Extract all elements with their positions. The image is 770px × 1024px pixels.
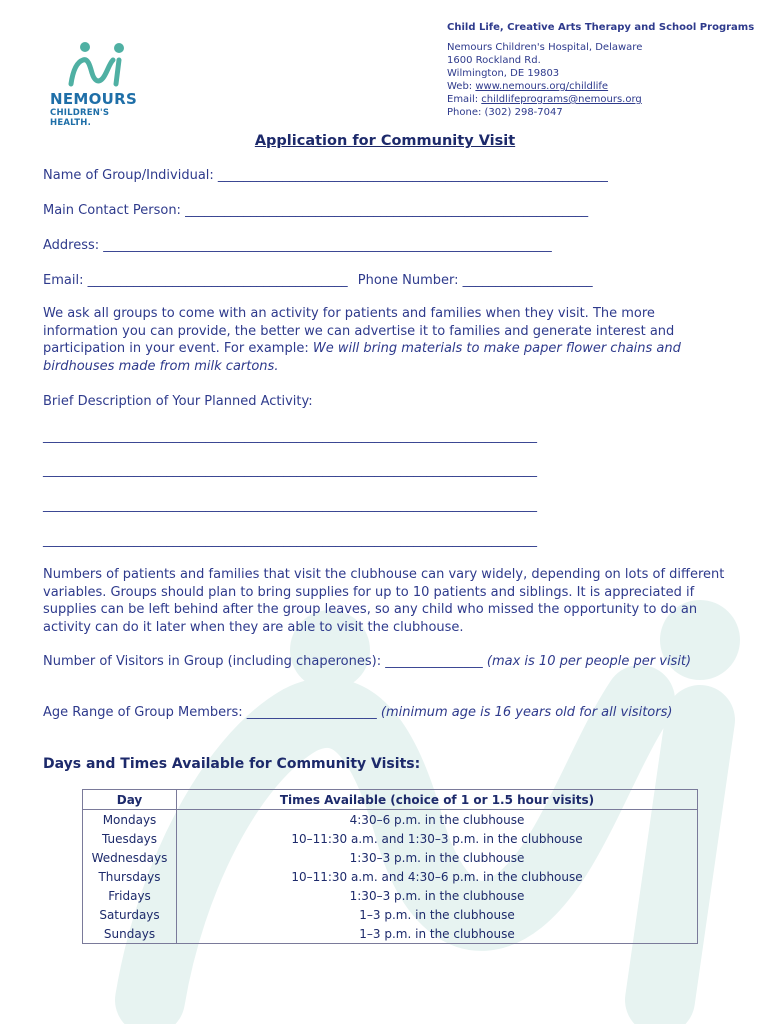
email-label: Email:: [447, 94, 482, 105]
table-row: [83, 829, 698, 848]
email-field[interactable]: Email: ________________________________________: [43, 273, 348, 288]
address-field[interactable]: Address: _____________________________________________________________________: [43, 238, 552, 253]
nemours-logo: [50, 40, 150, 128]
visitors-note: (max is 10 per people per visit): [486, 654, 692, 669]
page-title: Application for Community Visit: [254, 133, 516, 149]
time-cell: 10–11:30 a.m. and 1:30–3 p.m. in the clubhouse: [177, 829, 698, 848]
time-cell: 4:30–6 p.m. in the clubhouse: [177, 810, 698, 830]
hospital-name: Nemours Children's Hospital, Delaware: [447, 42, 643, 53]
column-header-times: Times Available (choice of 1 or 1.5 hour visits): [177, 790, 698, 810]
email-phone-row: [43, 272, 593, 289]
web-link[interactable]: www.nemours.org/childlife: [475, 81, 609, 92]
day-cell: Sundays: [83, 924, 177, 944]
department-name: Child Life, Creative Arts Therapy and School Programs: [447, 22, 755, 33]
visitors-field: [43, 653, 733, 671]
intro-example: We will bring materials to make paper flower chains and birdhouses made from milk cartons.: [43, 341, 681, 374]
time-cell: 1:30–3 p.m. in the clubhouse: [177, 886, 698, 905]
table-row: [83, 867, 698, 886]
city-address: Wilmington, DE 19803: [447, 68, 560, 79]
column-header-day: Day: [83, 790, 177, 810]
phone-line: Phone: (302) 298-7047: [447, 107, 563, 118]
time-cell: 1:30–3 p.m. in the clubhouse: [177, 848, 698, 867]
numbers-paragraph: Numbers of patients and families that visit the clubhouse can vary widely, depending on lots of different variables. Groups should plan to bring supplies for up to 10 patients and siblings. It is appreciated if supplies can be left behind after the group leaves, so any child who missed the opportunity to do an activity can do it later when they are able to visit the clubhouse.: [43, 567, 725, 635]
description-blank-line[interactable]: ____________________________________________________________________________: [43, 429, 537, 444]
org-contact-block: [447, 21, 754, 119]
visitors-label[interactable]: Number of Visitors in Group (including chaperones): _______________: [43, 654, 487, 669]
logo-name: NEMOURS: [50, 90, 138, 108]
day-cell: Wednesdays: [83, 848, 177, 867]
logo-subname: CHILDREN'S HEALTH.: [50, 108, 110, 128]
table-row: [83, 905, 698, 924]
schedule-table: [82, 789, 698, 944]
table-row: [83, 810, 698, 830]
description-label: Brief Description of Your Planned Activity:: [43, 394, 313, 409]
email-line: [447, 93, 754, 106]
time-cell: 1–3 p.m. in the clubhouse: [177, 924, 698, 944]
table-row: [83, 886, 698, 905]
web-label: Web:: [447, 81, 476, 92]
day-cell: Thursdays: [83, 867, 177, 886]
age-range-field: [43, 704, 733, 722]
email-link[interactable]: childlifeprograms@nemours.org: [481, 94, 642, 105]
street-address: 1600 Rockland Rd.: [447, 55, 541, 66]
description-blank-line[interactable]: ____________________________________________________________________________: [43, 498, 537, 513]
day-cell: Saturdays: [83, 905, 177, 924]
table-row: [83, 848, 698, 867]
description-blank-line[interactable]: ____________________________________________________________________________: [43, 533, 537, 548]
time-cell: 1–3 p.m. in the clubhouse: [177, 905, 698, 924]
intro-text: We ask all groups to come with an activity for patients and families when they visit. The more information you can provide, the better we can advertise it to families and generate interest and participation in your event. For example:: [43, 306, 675, 356]
age-range-note: (minimum age is 16 years old for all visitors): [380, 705, 673, 720]
description-blank-line[interactable]: ____________________________________________________________________________: [43, 463, 537, 478]
table-header-row: [83, 790, 698, 810]
time-cell: 10–11:30 a.m. and 4:30–6 p.m. in the clubhouse: [177, 867, 698, 886]
age-range-label[interactable]: Age Range of Group Members: ____________________: [43, 705, 381, 720]
contact-person-field[interactable]: Main Contact Person: ______________________________________________________________: [43, 203, 589, 218]
day-cell: Mondays: [83, 810, 177, 830]
group-name-field[interactable]: Name of Group/Individual: ____________________________________________________________: [43, 168, 608, 183]
schedule-heading: Days and Times Available for Community Visits:: [43, 756, 421, 772]
table-row: [83, 924, 698, 944]
day-cell: Fridays: [83, 886, 177, 905]
phone-field[interactable]: Phone Number: ____________________: [357, 273, 593, 288]
nemours-mark-icon: [65, 40, 127, 88]
web-line: [447, 80, 754, 93]
intro-paragraph: [43, 305, 733, 375]
day-cell: Tuesdays: [83, 829, 177, 848]
